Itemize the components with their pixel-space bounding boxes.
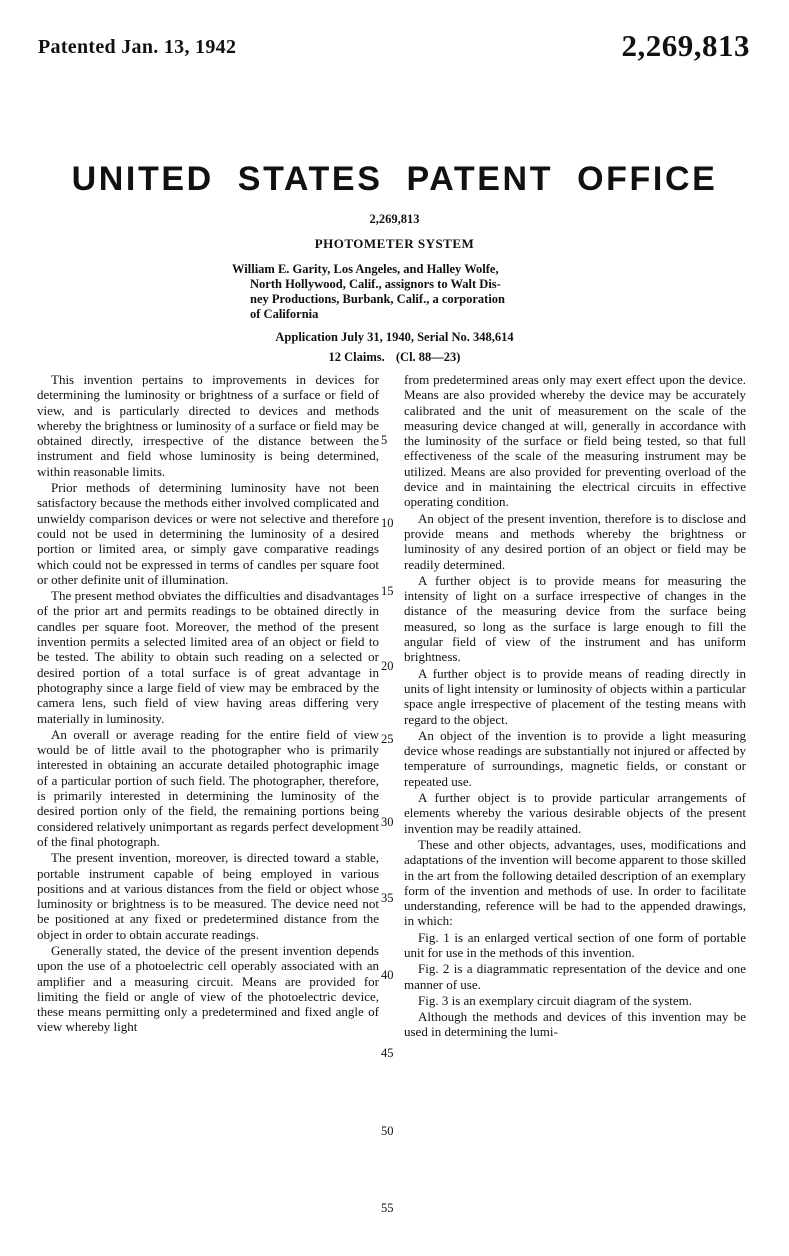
patent-number-top: 2,269,813 — [621, 28, 750, 63]
line-number: 10 — [381, 516, 394, 530]
inventors-line: of California — [250, 307, 319, 321]
line-number: 15 — [381, 584, 394, 598]
paragraph: A further object is to provide particular arrangements of elements whereby the various desirable objects of the present invention may be readily attained. — [404, 790, 746, 836]
paragraph: An overall or average reading for the entire field of view would be of little avail to the photographer who is primarily interested in obtaining an accurate detailed photographic image of a particular portion of such field. The photographer, therefore, is primarily interested in determining the luminosity of the desired portion only of the field, the remaining portions being considered relatively unimportant as regards perfect development of the final photograph. — [37, 726, 379, 849]
paragraph: The present invention, moreover, is directed toward a stable, portable instrument capable of being employed in various positions and at various distances from the field or object whose luminosity or brightness is to be measured. The device need not be positioned at any fixed or predetermined distance from the object in order to obtain accurate readings. — [37, 850, 379, 942]
paragraph: This invention pertains to improvements in devices for determining the luminosity or brightness of a surface or field of view, and is particularly directed to devices and methods whereby the brightness or luminosity of a surface or field may be obtained directly, irrespective of the distance between the instrument and field whose luminosity is being determined, within reasonable limits. — [37, 372, 379, 479]
paragraph: Fig. 2 is a diagrammatic representation of the device and one manner of use. — [404, 961, 746, 992]
inventors-block — [232, 262, 562, 322]
line-number: 20 — [381, 659, 394, 673]
classification: (Cl. 88—23) — [395, 350, 461, 364]
inventors-line: ney Productions, Burbank, Calif., a corporation — [250, 292, 505, 306]
page-header — [38, 28, 750, 68]
line-number: 25 — [381, 732, 394, 746]
paragraph: Prior methods of determining luminosity have not been satisfactory because the methods either involved complicated and unwieldy comparison devices or were not selective and therefore could not be used in determining the luminosity of a desired portion or limited area, or simply gave comparative readings which could not be expressed in terms of candles per square foot or other definite unit of illumination. — [37, 480, 379, 587]
patent-number: 2,269,813 — [369, 212, 420, 226]
inventors-line: William E. Garity, Los Angeles, and Halley Wolfe, — [232, 262, 499, 276]
paragraph: The present method obviates the difficulties and disadvantages of the prior art and permits readings to be obtained directly in candles per square foot. Moreover, the method of the present invention permits a selected limited area of an object or field to be tested. The ability to obtain such reading on a selected or desired portion of a total surface is of great advantage in photography since a large field of view may be embraced by the camera lens, such field of view having areas differing very materially in luminosity. — [37, 588, 379, 726]
paragraph: Although the methods and devices of this invention may be used in determining the lumi- — [404, 1009, 746, 1040]
office-title: UNITED STATES PATENT OFFICE — [71, 160, 718, 198]
invention-title: PHOTOMETER SYSTEM — [314, 236, 475, 251]
paragraph: A further object is to provide means of reading directly in units of light intensity or luminosity of objects within a particular space angle irrespective of placement of the testing means with regard to the object. — [404, 665, 746, 727]
line-number: 55 — [381, 1201, 394, 1215]
paragraph: Generally stated, the device of the present invention depends upon the use of a photoelectric cell operably associated with an amplifier and a measuring circuit. Means are provided for limiting the field or angle of view of the photoelectric device, these means permitting only a predetermined and fixed angle of view whereby light — [37, 942, 379, 1035]
line-number: 35 — [381, 891, 394, 905]
patented-date: Patented Jan. 13, 1942 — [38, 36, 237, 58]
line-number: 40 — [381, 968, 394, 982]
paragraph: An object of the present invention, therefore is to disclose and provide means and methods whereby the brightness or luminosity of any desired portion of an object or field may be readily determined. — [404, 510, 746, 572]
left-column — [37, 372, 379, 1036]
paragraph: These and other objects, advantages, uses, modifications and adaptations of the invention will become apparent to those skilled in the art from the following detailed description of an exemplary form of the invention and methods of use. In order to facilitate understanding, reference will be had to the appended drawings, in which: — [404, 836, 746, 929]
line-number: 5 — [381, 433, 388, 447]
paragraph: Fig. 1 is an enlarged vertical section of one form of portable unit for use in the methods of this invention. — [404, 929, 746, 960]
line-number: 30 — [381, 815, 394, 829]
right-column — [404, 372, 746, 1041]
paragraph: from predetermined areas only may exert effect upon the device. Means are also provided whereby the device may be accurately calibrated and the unit of measurement on the scale of the measuring device changed at will, generally in accordance with the luminosity of the surface or field being tested, so that full effectiveness of the scale of the measuring instrument may be utilized. Means are also provided for preventing overload of the device and in maintaining the electrical circuits in effective operating condition. — [404, 372, 746, 510]
inventors-line: North Hollywood, Calif., assignors to Walt Dis- — [250, 277, 501, 291]
line-number: 50 — [381, 1124, 394, 1138]
paragraph: A further object is to provide means for measuring the intensity of light on a surface irrespective of changes in the distance of the measuring device from the surface being measured, so long as the surface is large enough to fill the angular field of view of the instrument and has uniform brightness. — [404, 572, 746, 665]
claims-line — [0, 350, 789, 365]
paragraph: An object of the invention is to provide a light measuring device whose readings are substantially not injured or affected by temperature of surroundings, magnetic fields, or constant or repeated use. — [404, 727, 746, 789]
application-line: Application July 31, 1940, Serial No. 348,614 — [275, 330, 514, 344]
line-number: 45 — [381, 1046, 394, 1060]
claims-count: 12 Claims. — [328, 350, 385, 364]
paragraph: Fig. 3 is an exemplary circuit diagram of the system. — [418, 992, 693, 1008]
